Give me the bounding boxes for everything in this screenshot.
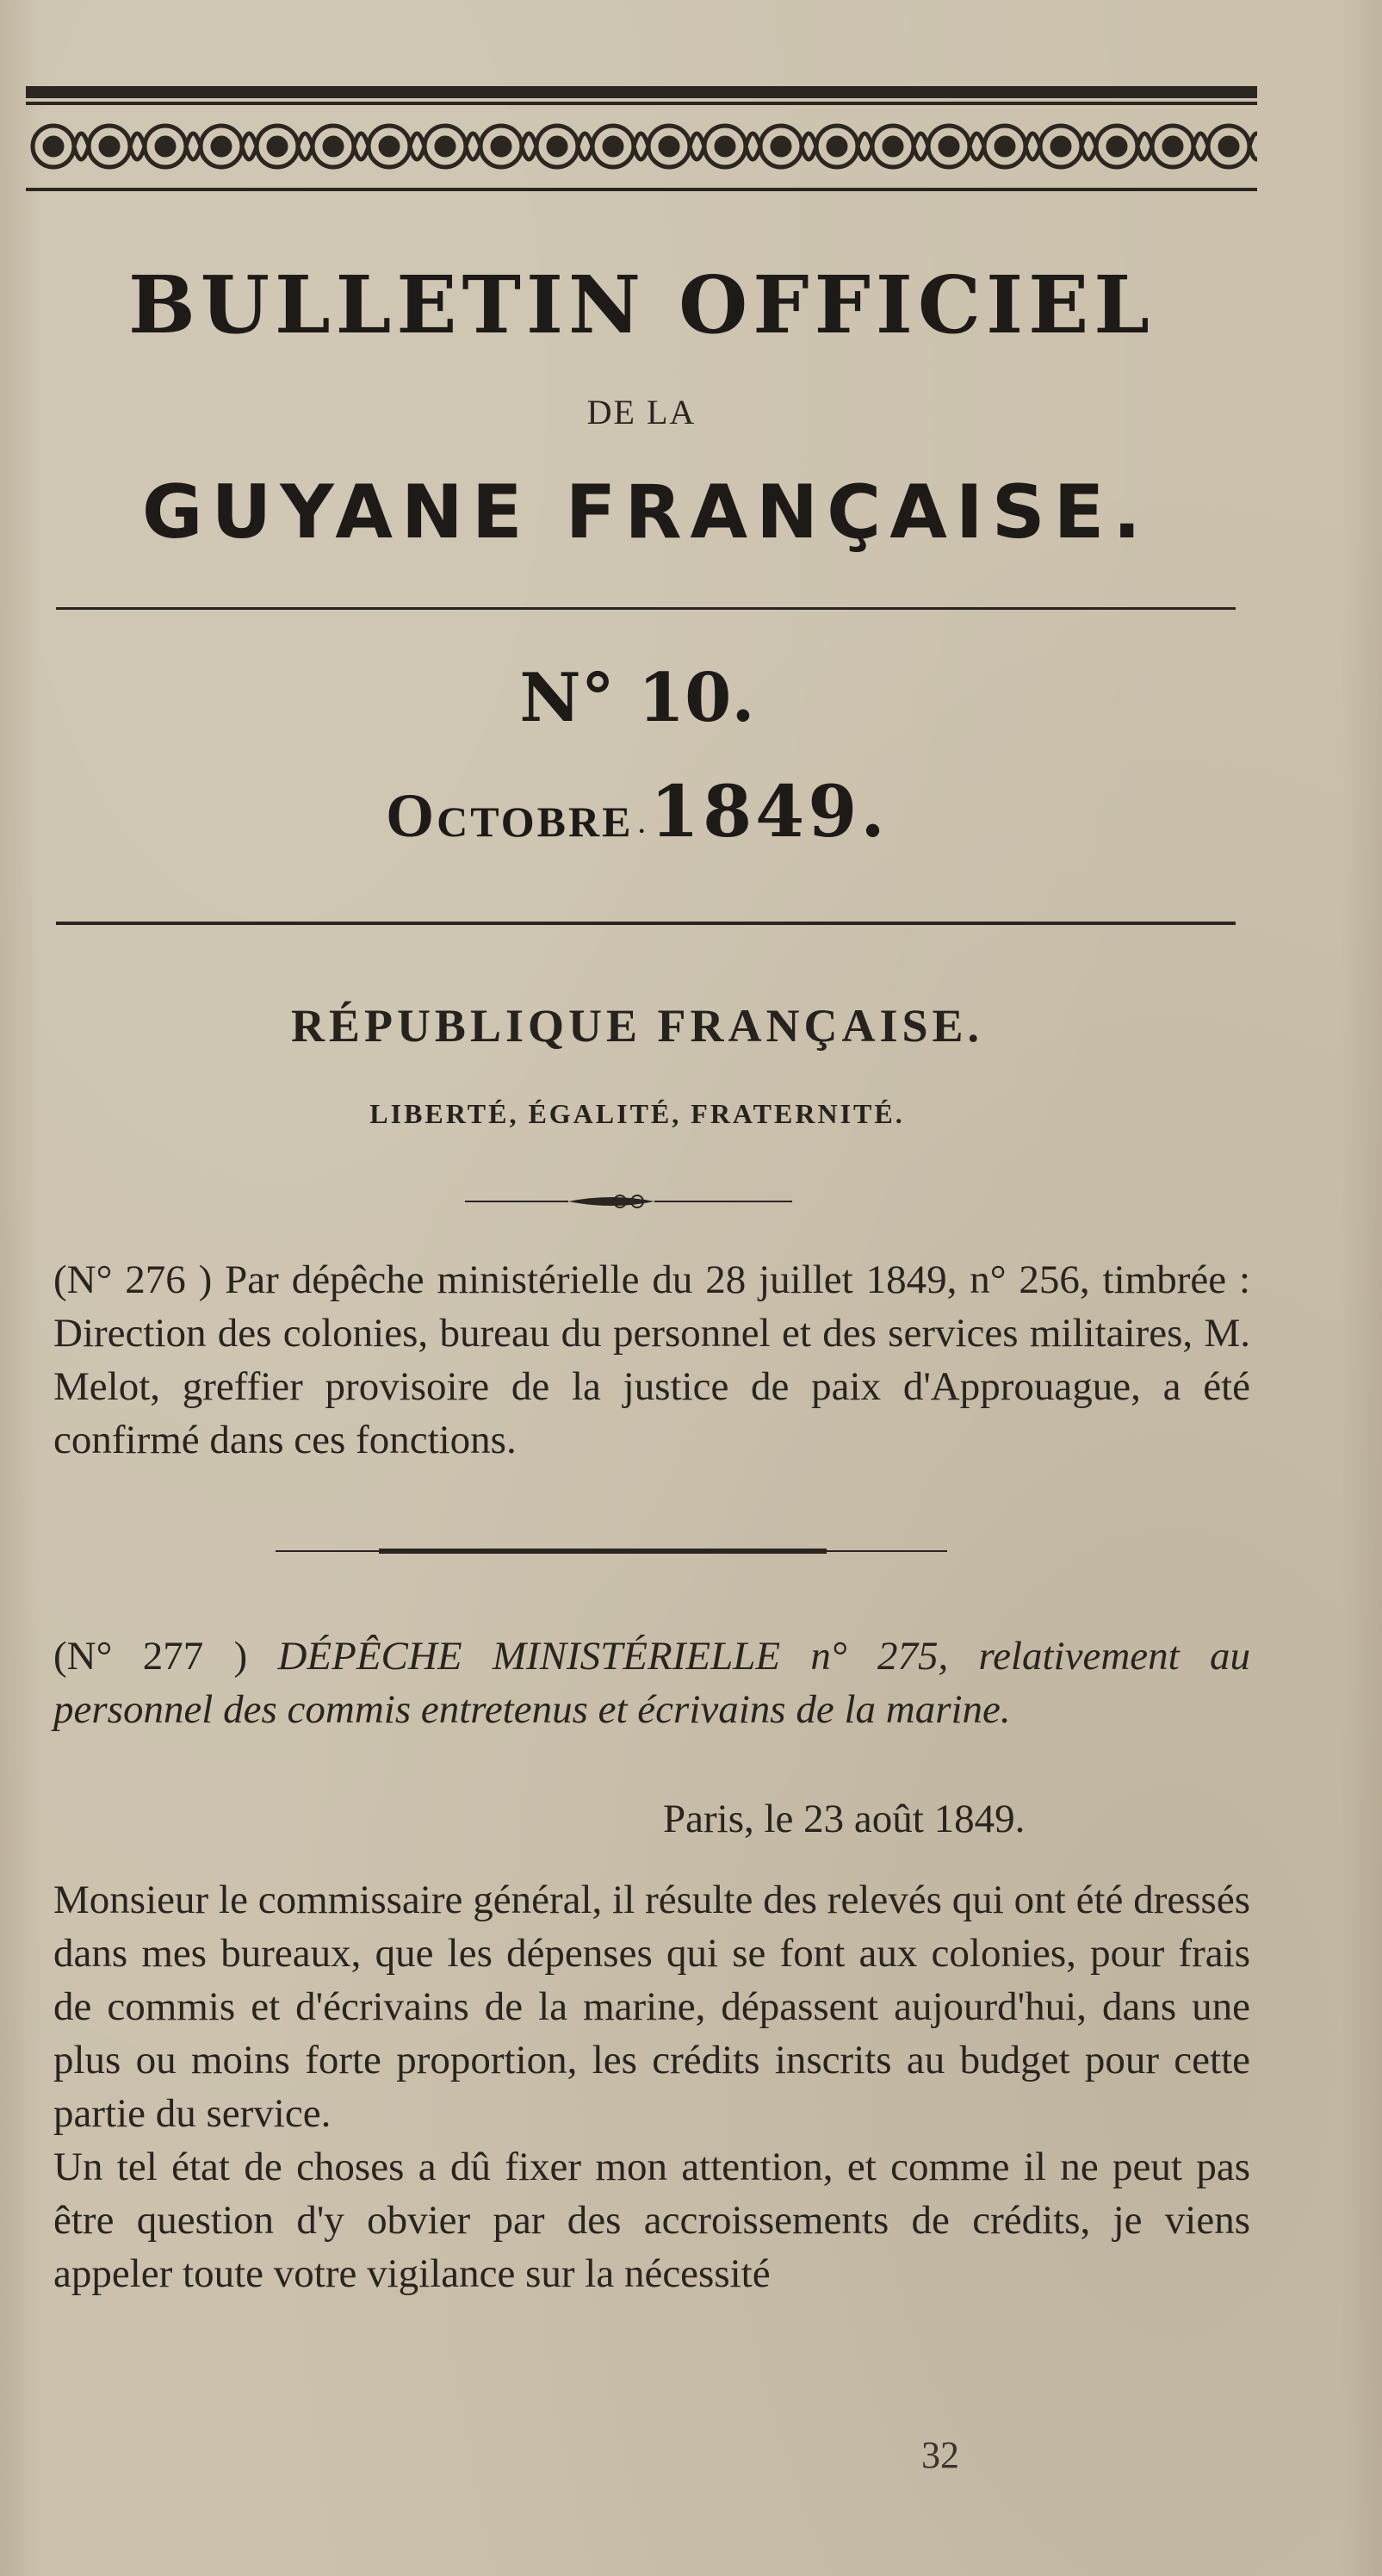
scroll-ornament: [186, 133, 201, 159]
ornamental-banner: [26, 86, 1257, 207]
scroll-ornament: [493, 138, 510, 155]
header-rule: [56, 607, 1236, 610]
scroll-ornament: [970, 133, 984, 159]
entry-number: (N° 277 ): [53, 1634, 248, 1679]
letter-paragraph-2: Un tel état de choses a dû fixer mon attention, et comme il ne peut pas être question d'y obvier par des accroissements de crédits, je viens appeler toute votre vigilance sur la nécessité: [53, 2145, 1250, 2296]
scroll-ornament: [410, 133, 425, 159]
letter-paragraph-1: Monsieur le commissaire général, il résulte des relevés qui ont été dressés dans mes bureaux, que les dépenses qui se font aux colonies, pour frais de commis et d'écrivains de la marine, dépassent aujourd'hui, dans une plus ou moins forte proportion, les crédits inscrits au budget pour cette partie du service.: [53, 1878, 1250, 2136]
scroll-ornament: [213, 138, 230, 155]
title-connector: DE LA: [586, 393, 697, 431]
entry-text: Par dépêche ministérielle du 28 juillet 1849, n° 256, timbrée : Direction des colonies, bureau du personnel et des services militaires, M. Melot, greffier provisoire de la justice de paix d'Approuague, a été confirmé dans ces fonctions.: [53, 1257, 1250, 1462]
separator-dot: •: [637, 823, 651, 840]
issue-date: [0, 771, 1274, 853]
scroll-ornament: [1193, 133, 1208, 159]
scroll-ornament: [130, 133, 145, 159]
scroll-ornament: [996, 138, 1013, 155]
page-number: 32: [921, 2434, 959, 2476]
scroll-ornament: [1081, 133, 1096, 159]
small-ornament: [465, 1193, 792, 1210]
scroll-ornament: [828, 138, 846, 155]
scroll-ornament: [242, 133, 257, 159]
scroll-ornament: [1220, 138, 1237, 155]
scroll-ornament: [298, 133, 313, 159]
scroll-ornament: [1026, 133, 1040, 159]
scroll-ornament: [858, 133, 872, 159]
entry-heading: DÉPÊCHE MINISTÉRIELLE n° 275, relativement au personnel des commis entretenus et écrivains de la marine.: [53, 1634, 1250, 1732]
scroll-ornament: [269, 138, 286, 155]
entry-276: [53, 1253, 1250, 1467]
scroll-ornament: [884, 138, 902, 155]
republic-heading: RÉPUBLIQUE FRANÇAISE.: [290, 1000, 984, 1052]
scroll-ornament: [1249, 133, 1257, 159]
issue-month: Octobre: [386, 781, 634, 850]
scroll-ornament: [548, 138, 566, 155]
scroll-ornament: [690, 133, 704, 159]
scroll-ornament: [45, 138, 62, 155]
dateline: Paris, le 23 août 1849.: [663, 1797, 1026, 1841]
letter-body: [53, 1873, 1250, 2300]
scroll-ornament: [1052, 138, 1069, 155]
scroll-ornament: [325, 138, 342, 155]
scroll-ornament: [914, 133, 928, 159]
scroll-ornament: [1164, 138, 1181, 155]
scroll-ornament: [716, 138, 734, 155]
scroll-ornament: [466, 133, 480, 159]
issue-rule: [56, 922, 1236, 925]
scroll-ornament: [772, 138, 790, 155]
scroll-ornament: [522, 133, 536, 159]
entry-277: [53, 1629, 1250, 1736]
issue-year: 1849.: [650, 771, 889, 853]
scroll-ornament: [1108, 138, 1125, 155]
republic-motto: LIBERTÉ, ÉGALITÉ, FRATERNITÉ.: [369, 1098, 905, 1129]
issue-number: N° 10.: [519, 659, 755, 737]
scroll-ornament: [101, 138, 118, 155]
scroll-ornament: [604, 138, 622, 155]
scroll-ornament: [437, 138, 454, 155]
scroll-ornament: [746, 133, 760, 159]
scroll-ornament: [74, 133, 89, 159]
scroll-ornament: [634, 133, 648, 159]
scroll-ornament: [578, 133, 592, 159]
entry-number: (N° 276 ): [53, 1257, 213, 1302]
scroll-ornament: [940, 138, 957, 155]
scroll-ornament: [802, 133, 816, 159]
scroll-ornament: [157, 138, 174, 155]
scroll-ornament: [660, 138, 678, 155]
scroll-ornament: [1137, 133, 1152, 159]
scroll-ornament: [354, 133, 369, 159]
section-divider: [276, 1546, 947, 1556]
scroll-ornament: [381, 138, 398, 155]
bulletin-title: BULLETIN OFFICIEL: [128, 258, 1155, 351]
colony-title: GUYANE FRANÇAISE.: [141, 469, 1150, 556]
